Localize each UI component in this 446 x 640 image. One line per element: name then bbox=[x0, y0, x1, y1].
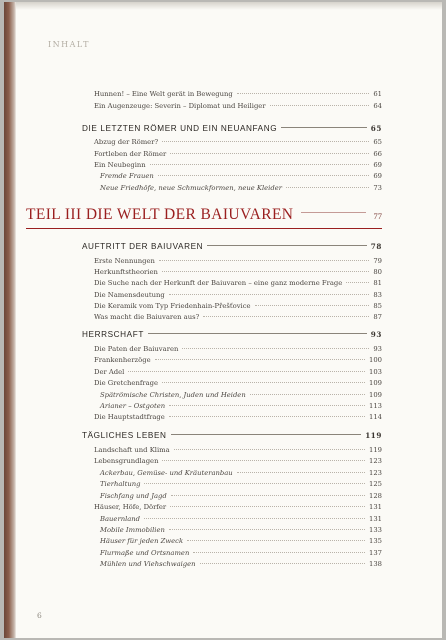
toc-entry-title: Flurmaße und Ortsnamen bbox=[100, 549, 190, 557]
toc-entry-title: Mühlen und Viehschwaigen bbox=[100, 560, 196, 568]
dot-leader bbox=[169, 405, 365, 406]
toc-subentry bbox=[100, 537, 382, 547]
toc-entry-title: Erste Nennungen bbox=[94, 257, 155, 265]
toc-entry bbox=[94, 345, 382, 355]
toc-entry bbox=[94, 150, 382, 160]
toc-entry-page: 123 bbox=[369, 457, 382, 465]
toc-subentry bbox=[100, 184, 382, 194]
toc-entry-title: Die Suche nach der Herkunft der Baiuvaren – eine ganz moderne Frage bbox=[94, 279, 343, 287]
toc-entry-title: Fischfang und Jagd bbox=[100, 492, 167, 500]
part-page: 77 bbox=[373, 211, 382, 221]
toc-subentry bbox=[100, 391, 382, 401]
dot-leader bbox=[193, 552, 365, 553]
dot-leader bbox=[150, 164, 370, 165]
toc-entry-title: Die Hauptstadtfrage bbox=[94, 413, 165, 421]
section-title: HERRSCHAFT bbox=[82, 330, 144, 339]
toc-entry-page: 79 bbox=[373, 257, 382, 265]
toc-subentry bbox=[100, 480, 382, 490]
toc-subentry bbox=[100, 469, 382, 479]
toc-entry-title: Die Paten der Baiuvaren bbox=[94, 345, 179, 353]
toc-entry-title: Landschaft und Klima bbox=[94, 446, 170, 454]
toc-entry-title: Abzug der Römer? bbox=[94, 138, 159, 146]
dot-leader bbox=[255, 305, 370, 306]
dot-leader bbox=[144, 518, 365, 519]
dot-leader bbox=[200, 563, 365, 564]
toc-section-heading bbox=[82, 330, 382, 342]
dot-leader bbox=[182, 348, 369, 349]
dot-leader bbox=[237, 472, 365, 473]
dot-leader bbox=[270, 105, 370, 106]
toc-entry bbox=[94, 503, 382, 513]
toc-entry bbox=[94, 138, 382, 148]
toc-entry-title: Hunnen! – Eine Welt gerät in Bewegung bbox=[94, 90, 233, 98]
toc-section-heading bbox=[82, 124, 382, 136]
dot-leader bbox=[162, 460, 365, 461]
toc-entry-title: Häuser für jeden Zweck bbox=[100, 537, 184, 545]
toc-entry-page: 64 bbox=[373, 102, 382, 110]
dot-leader bbox=[174, 449, 365, 450]
dot-leader bbox=[170, 153, 369, 154]
running-header: INHALT bbox=[48, 40, 90, 49]
toc-entry-page: 69 bbox=[373, 161, 382, 169]
dot-leader bbox=[162, 271, 369, 272]
toc-entry bbox=[94, 279, 382, 289]
toc-subentry bbox=[100, 526, 382, 536]
toc-entry-page: 80 bbox=[373, 268, 382, 276]
toc-entry-page: 131 bbox=[369, 515, 382, 523]
toc-entry bbox=[94, 291, 382, 301]
dot-leader bbox=[158, 175, 370, 176]
toc-entry bbox=[94, 302, 382, 312]
toc-entry-title: Mobile Immobilien bbox=[100, 526, 165, 534]
toc-subentry bbox=[100, 492, 382, 502]
toc-entry bbox=[94, 368, 382, 378]
section-page: 119 bbox=[365, 431, 382, 440]
toc-entry-title: Der Adel bbox=[94, 368, 125, 376]
dot-leader bbox=[187, 540, 365, 541]
section-rule bbox=[171, 434, 362, 435]
toc-entry-page: 113 bbox=[369, 402, 382, 410]
toc-entry-page: 87 bbox=[373, 313, 382, 321]
toc-entry-page: 93 bbox=[373, 345, 382, 353]
toc-entry-title: Tierhaltung bbox=[100, 480, 141, 488]
toc-entry-page: 138 bbox=[369, 560, 382, 568]
toc-entry bbox=[94, 457, 382, 467]
dot-leader bbox=[203, 316, 369, 317]
toc-entry bbox=[94, 413, 382, 423]
dot-leader bbox=[250, 394, 365, 395]
section-title: AUFTRITT DER BAIUVAREN bbox=[82, 242, 204, 251]
toc-entry-title: Arianer – Ostgoten bbox=[100, 402, 166, 410]
book-spine-shadow bbox=[4, 2, 16, 638]
dot-leader bbox=[162, 382, 365, 383]
toc-entry-title: Spätrömische Christen, Juden und Heiden bbox=[100, 391, 246, 399]
toc-entry-page: 73 bbox=[373, 184, 382, 192]
dot-leader bbox=[170, 506, 365, 507]
dot-leader bbox=[237, 93, 370, 94]
dot-leader bbox=[169, 529, 365, 530]
toc-entry-title: Fremde Frauen bbox=[100, 172, 154, 180]
part-heading bbox=[26, 206, 382, 228]
toc-entry-title: Ein Augenzeuge: Severin – Diplomat und Heiliger bbox=[94, 102, 266, 110]
dot-leader bbox=[286, 187, 369, 188]
toc-entry-title: Häuser, Höfe, Dörfer bbox=[94, 503, 167, 511]
toc-entry-page: 135 bbox=[369, 537, 382, 545]
toc-entry-title: Neue Friedhöfe, neue Schmuckformen, neue Kleider bbox=[100, 184, 282, 192]
toc-entry-title: Lebensgrundlagen bbox=[94, 457, 159, 465]
book-page bbox=[4, 2, 442, 638]
toc-entry-page: 100 bbox=[369, 356, 382, 364]
section-rule bbox=[148, 333, 367, 334]
toc-entry-page: 69 bbox=[373, 172, 382, 180]
toc-entry-title: Die Keramik vom Typ Friedenhain-Přešťovice bbox=[94, 302, 251, 310]
section-page: 78 bbox=[370, 242, 382, 251]
toc-entry bbox=[94, 379, 382, 389]
toc-entry-page: 65 bbox=[373, 138, 382, 146]
toc-subentry bbox=[100, 172, 382, 182]
page-top-shadow bbox=[16, 2, 442, 10]
toc-entry bbox=[94, 356, 382, 366]
toc-entry-title: Ein Neubeginn bbox=[94, 161, 146, 169]
toc-entry-page: 114 bbox=[369, 413, 382, 421]
toc-entry-page: 137 bbox=[369, 549, 382, 557]
section-page: 65 bbox=[370, 124, 382, 133]
dot-leader bbox=[159, 260, 370, 261]
section-rule bbox=[281, 127, 367, 128]
toc-entry bbox=[94, 90, 382, 100]
dot-leader bbox=[169, 416, 365, 417]
part-title: TEIL III DIE WELT DER BAIUVAREN bbox=[26, 206, 294, 223]
toc-entry-title: Frankenherzöge bbox=[94, 356, 151, 364]
toc-entry-page: 133 bbox=[369, 526, 382, 534]
toc-entry-title: Die Namensdeutung bbox=[94, 291, 165, 299]
toc-entry-page: 61 bbox=[373, 90, 382, 98]
toc-entry-title: Herkunftstheorien bbox=[94, 268, 158, 276]
toc-entry-page: 128 bbox=[369, 492, 382, 500]
dot-leader bbox=[144, 483, 365, 484]
toc-entry-page: 103 bbox=[369, 368, 382, 376]
dot-leader bbox=[169, 294, 370, 295]
toc-entry-page: 81 bbox=[373, 279, 382, 287]
toc-entry-page: 85 bbox=[373, 302, 382, 310]
dot-leader bbox=[155, 359, 365, 360]
toc-entry-page: 83 bbox=[373, 291, 382, 299]
toc-entry-page: 131 bbox=[369, 503, 382, 511]
section-rule bbox=[207, 245, 367, 246]
toc-entry-title: Die Gretchenfrage bbox=[94, 379, 159, 387]
page-number: 6 bbox=[37, 611, 42, 620]
toc-entry bbox=[94, 102, 382, 112]
section-page: 93 bbox=[370, 330, 382, 339]
toc-entry bbox=[94, 313, 382, 323]
toc-entry-page: 109 bbox=[369, 391, 382, 399]
section-title: DIE LETZTEN RÖMER UND EIN NEUANFANG bbox=[82, 124, 278, 133]
toc-entry-title: Was macht die Baiuvaren aus? bbox=[94, 313, 200, 321]
section-title: TÄGLICHES LEBEN bbox=[82, 431, 167, 440]
toc-subentry bbox=[100, 560, 382, 570]
toc-entry-title: Bauernland bbox=[100, 515, 141, 523]
toc-entry-page: 66 bbox=[373, 150, 382, 158]
toc-entry bbox=[94, 257, 382, 267]
toc-entry-page: 109 bbox=[369, 379, 382, 387]
dot-leader bbox=[171, 495, 365, 496]
toc-subentry bbox=[100, 402, 382, 412]
toc-entry-title: Fortleben der Römer bbox=[94, 150, 167, 158]
toc-entry bbox=[94, 161, 382, 171]
part-underline bbox=[26, 228, 382, 229]
dot-leader bbox=[128, 371, 365, 372]
toc-section-heading bbox=[82, 431, 382, 443]
dot-leader bbox=[346, 282, 369, 283]
toc-entry-page: 125 bbox=[369, 480, 382, 488]
toc-section-heading bbox=[82, 242, 382, 254]
toc-entry bbox=[94, 446, 382, 456]
dot-leader bbox=[162, 141, 369, 142]
toc-entry-page: 119 bbox=[369, 446, 382, 454]
toc-entry-page: 123 bbox=[369, 469, 382, 477]
toc-entry bbox=[94, 268, 382, 278]
part-rule bbox=[301, 212, 365, 213]
toc-entry-title: Ackerbau, Gemüse- und Kräuteranbau bbox=[100, 469, 233, 477]
toc-subentry bbox=[100, 549, 382, 559]
toc-subentry bbox=[100, 515, 382, 525]
